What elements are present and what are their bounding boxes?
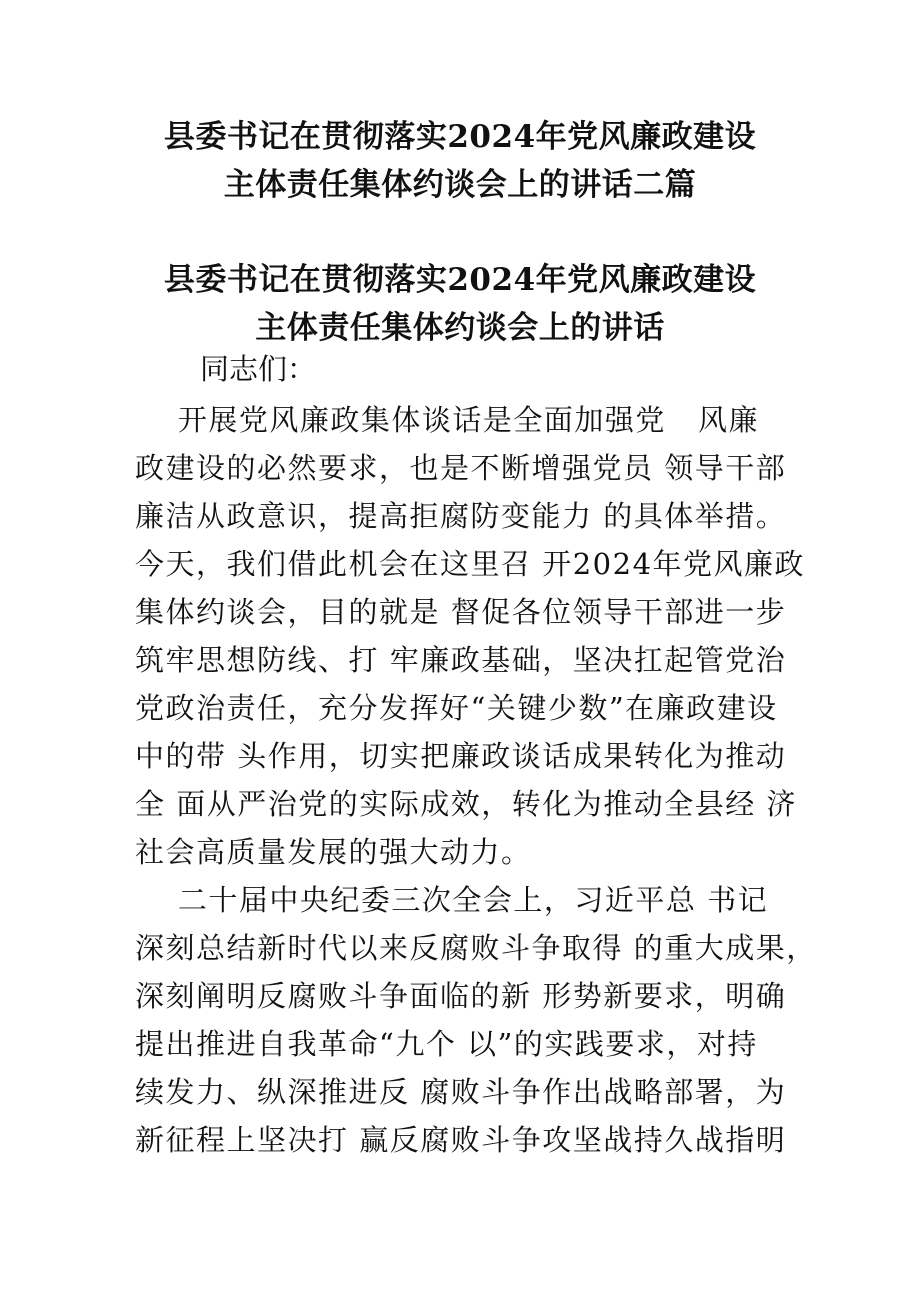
paragraph-2-line: 深刻总结新时代以来反腐败斗争取得 的重大成果， [135,931,817,965]
paragraph-1-line: 今天，我们借此机会在这里召 开2024年党风廉政 [135,547,806,581]
paragraph-1-line: 社会高质量发展的强大动力。 [135,835,532,869]
paragraph-2-line: 提出推进自我革命“九个 以”的实践要求，对持 [135,1027,758,1061]
paragraph-1-line: 筑牢思想防线、打 牢廉政基础，坚决扛起管党治 [135,643,787,677]
speech-title [0,256,920,352]
paragraph-2-line: 续发力、纵深推进反 腐败斗争作出战略部署，为 [135,1075,787,1109]
paragraph-1-line: 政建设的必然要求，也是不断增强党员 领导干部 [135,451,787,485]
paragraph-1-line: 党政治责任，充分发挥好“关键少数”在廉政建设 [135,691,778,725]
paragraph-1 [135,396,805,876]
main-title-line-2: 主体责任集体约谈会上的讲话二篇 [223,167,697,203]
paragraph-1-line: 廉洁从政意识，提高拒腐防变能力 的具体举措。 [135,499,787,533]
paragraph-1-line: 全 面从严治党的实际成效，转化为推动全县经 济 [135,787,797,821]
paragraph-2-line: 二十届中央纪委三次全会上，习近平总 书记 [135,883,769,917]
paragraph-1-line: 开展党风廉政集体谈话是全面加强党 风廉 [135,403,760,437]
paragraph-2-line: 深刻阐明反腐败斗争面临的新 形势新要求，明确 [135,979,787,1013]
main-title-line-1: 县委书记在贯彻落实2024年党风廉政建设 [163,119,757,155]
speech-title-line-1: 县委书记在贯彻落实2024年党风廉政建设 [163,262,757,298]
main-title [0,113,920,209]
paragraph-1-line: 集体约谈会，目的就是 督促各位领导干部进一步 [135,595,787,629]
paragraph-2 [135,876,817,1164]
paragraph-1-line: 中的带 头作用，切实把廉政谈话成果转化为推动 [135,739,787,773]
speech-title-line-2: 主体责任集体约谈会上的讲话 [255,310,665,346]
greeting: 同志们： [200,352,317,386]
paragraph-2-line: 新征程上坚决打 赢反腐败斗争攻坚战持久战指明 [135,1123,787,1157]
